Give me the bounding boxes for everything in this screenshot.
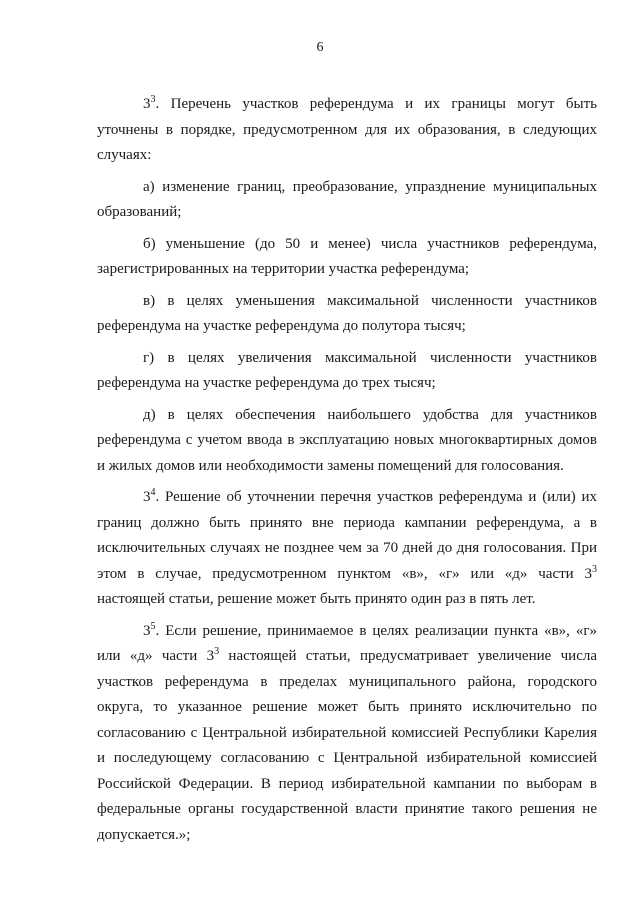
list-item-b: б) уменьшение (до 50 и менее) числа участников референдума, зарегистрированных на территории участка референдума; xyxy=(97,235,597,277)
page-number: 6 xyxy=(316,40,324,55)
paragraph-3-5: $3^5$. Если решение, принимаемое в целях реализации пункта «в», «г» или «д» части $3^3$ настоящей статьи, предусматривает увеличение числа участков референдума в пределах муниципального района, городского округа, то указанное решение может быть принято исключительно по согласованию с Центральной избирательной комиссией Республики Карелия и последующему согласованию с Центральной избирательной комиссией Российской Федерации. В период избирательной кампании по выборам в федеральные органы государственной власти принятие такого решения не допускается.»; xyxy=(97,620,598,843)
paragraph-3-3: $3^3$. Перечень участков референдума и их границы могут быть уточнены в порядке, предусмотренном для их образования, в следующих случаях: xyxy=(97,94,597,163)
list-item-v: в) в целях уменьшения максимальной численности участников референдума на участке референдума до полутора тысяч; xyxy=(97,292,597,334)
document-body xyxy=(97,92,597,854)
list-item-a: а) изменение границ, преобразование, упразднение муниципальных образований; xyxy=(97,178,597,220)
list-item-g: г) в целях увеличения максимальной численности участников референдума на участке референдума до трех тысяч; xyxy=(97,349,597,391)
list-item-d: д) в целях обеспечения наибольшего удобства для участников референдума с учетом ввода в эксплуатацию новых многоквартирных домов и жилых домов или необходимости замены помещений для голосования. xyxy=(97,406,597,474)
paragraph-3-4: $3^4$. Решение об уточнении перечня участков референдума и (или) их границ должно быть принято вне периода кампании референдума, а в исключительных случаях не позднее чем за 70 дней до дня голосования. При этом в случае, предусмотренном пунктом «в», «г» или «д» части $3^3$ настоящей статьи, решение может быть принято один раз в пять лет. xyxy=(97,487,597,607)
